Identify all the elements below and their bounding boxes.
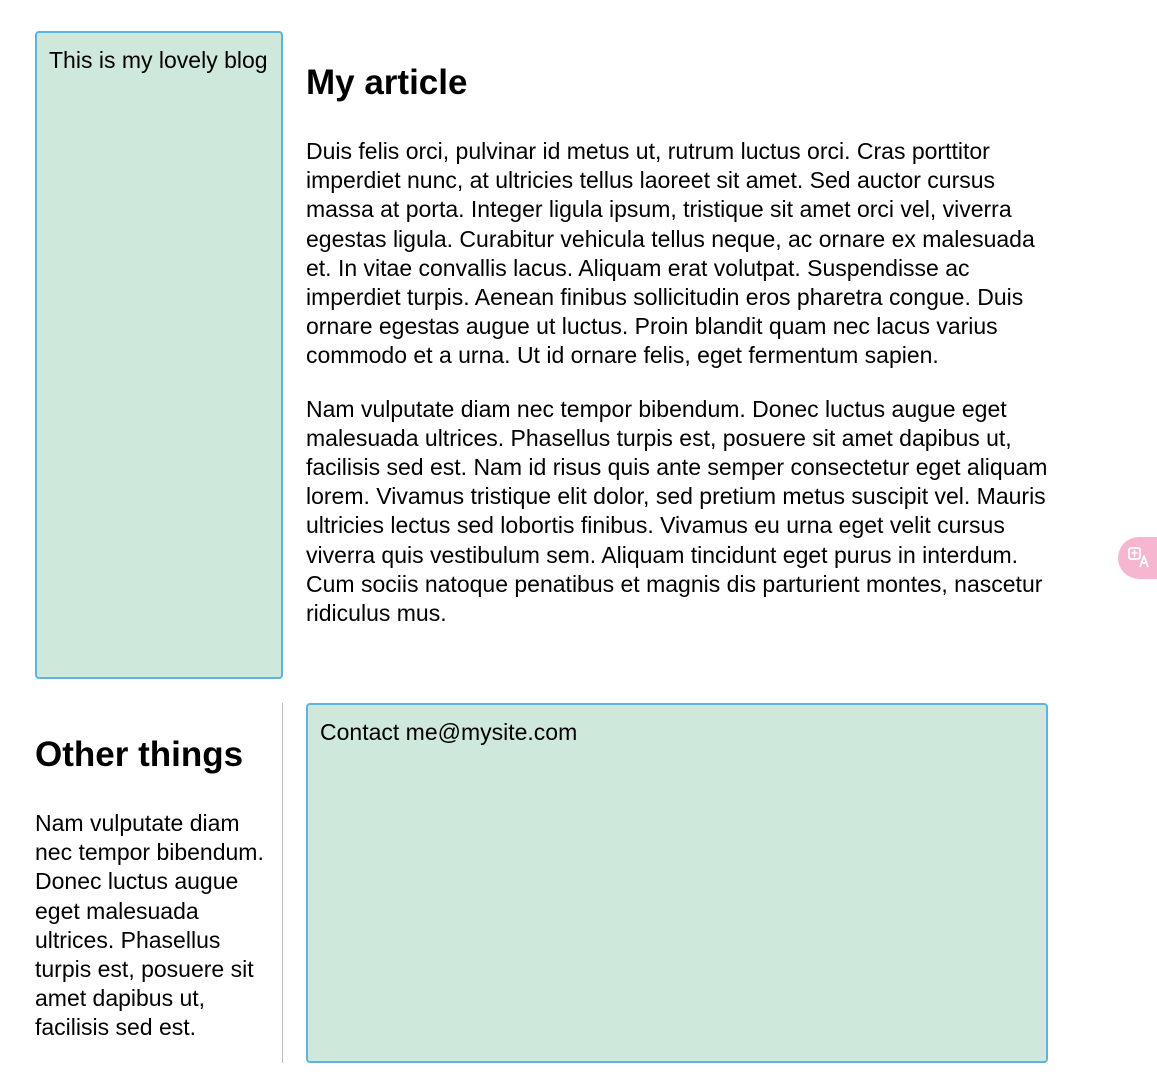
- blog-footer: [306, 703, 1048, 1063]
- aside-title: Other things: [35, 735, 244, 774]
- main-article: [306, 31, 1048, 679]
- page-grid: [35, 31, 1048, 1063]
- article-title: My article: [306, 63, 468, 102]
- sidebar-aside: [35, 703, 283, 1063]
- footer-contact: Contact me@mysite.com: [320, 719, 578, 745]
- article-paragraph-2: Nam vulputate diam nec tempor bibendum. Donec luctus augue eget malesuada ultrices. Phasellus turpis est, posuere sit amet dapibus ut, facilisis sed est. Nam id risus quis ante semper consectetur eget aliquam lorem. Vivamus tristique elit dolor, sed pretium metus suscipit vel. Mauris ultricies lectus sed lobortis finibus. Vivamus eu urna eget velit cursus viverra quis vestibulum sem. Aliquam tincidunt eget purus in interdum. Cum sociis natoque penatibus et magnis dis parturient montes, nascetur ridiculus mus.: [306, 395, 1048, 627]
- aside-text: Nam vulputate diam nec tempor bibendum. Donec luctus augue eget malesuada ultrices. Phasellus turpis est, posuere sit amet dapibus ut, facilisis sed est.: [35, 810, 264, 1041]
- article-paragraph-1: Duis felis orci, pulvinar id metus ut, rutrum luctus orci. Cras porttitor imperdiet nunc, at ultricies tellus laoreet sit amet. Sed auctor cursus massa at porta. Integer ligula ipsum, tristique sit amet orci vel, viverra egestas ligula. Curabitur vehicula tellus neque, ac ornare ex malesuada et. In vitae convallis lacus. Aliquam erat volutpat. Suspendisse ac imperdiet turpis. Aenean finibus sollicitudin eros pharetra congue. Duis ornare egestas augue ut luctus. Proin blandit quam nec lacus varius commodo et a urna. Ut id ornare felis, eget fermentum sapien.: [306, 138, 1035, 369]
- translate-widget[interactable]: [1118, 537, 1157, 579]
- translate-icon: [1128, 547, 1150, 569]
- header-text: This is my lovely blog: [49, 47, 268, 73]
- blog-header: [35, 31, 283, 679]
